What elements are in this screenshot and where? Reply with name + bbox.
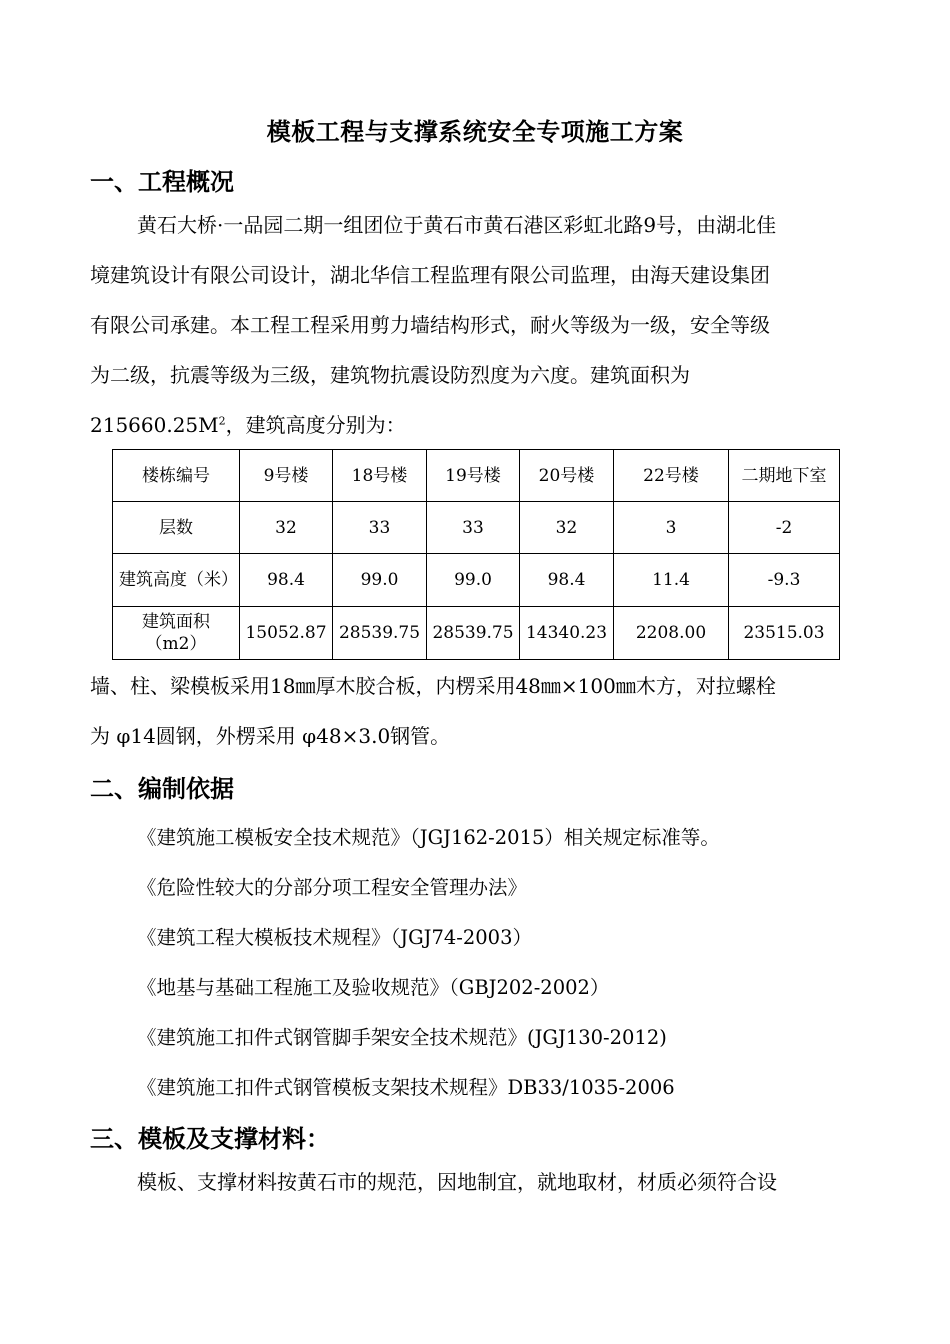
table-cell: 层数 bbox=[113, 502, 240, 554]
materials-section-line: 模板、支撑材料按黄石市的规范，因地制宜，就地取材，材质必须符合设 bbox=[137, 1170, 777, 1194]
materials-line-1: 墙、柱、梁模板采用18㎜厚木胶合板，内楞采用48㎜×100㎜木方，对拉螺栓 bbox=[90, 674, 776, 698]
section-heading-materials: 三、模板及支撑材料： bbox=[90, 1124, 330, 1153]
section-heading-basis: 二、编制依据 bbox=[90, 774, 234, 803]
table-cell: 98.4 bbox=[240, 554, 333, 607]
table-cell: -2 bbox=[729, 502, 840, 554]
reference-item: 《建筑施工模板安全技术规范》（JGJ162-2015）相关规定标准等。 bbox=[137, 826, 720, 849]
overview-line-1: 黄石大桥·一品园二期一组团位于黄石市黄石港区彩虹北路9号，由湖北佳 bbox=[137, 213, 777, 237]
table-cell: -9.3 bbox=[729, 554, 840, 607]
reference-item: 《建筑工程大模板技术规程》（JGJ74-2003） bbox=[137, 926, 532, 949]
table-cell: 32 bbox=[240, 502, 333, 554]
table-row bbox=[113, 502, 840, 554]
table-cell: 32 bbox=[520, 502, 614, 554]
table-cell: 99.0 bbox=[333, 554, 427, 607]
overview-line-5 bbox=[90, 400, 860, 450]
table-cell: 建筑高度（米） bbox=[113, 554, 240, 607]
section-heading-overview: 一、工程概况 bbox=[90, 167, 234, 196]
reference-item: 《危险性较大的分部分项工程安全管理办法》 bbox=[137, 876, 528, 899]
table-row bbox=[113, 607, 840, 660]
table-cell: 33 bbox=[333, 502, 427, 554]
table-cell: 二期地下室 bbox=[729, 450, 840, 502]
document-title: 模板工程与支撑系统安全专项施工方案 bbox=[266, 117, 684, 146]
table-cell: 楼栋编号 bbox=[113, 450, 240, 502]
overview-line-3: 有限公司承建。本工程工程采用剪力墙结构形式，耐火等级为一级，安全等级 bbox=[90, 313, 770, 337]
table-row bbox=[113, 554, 840, 607]
table-cell: 28539.75 bbox=[333, 607, 427, 660]
building-area-value: 215660.25M bbox=[90, 413, 219, 437]
building-height-intro: ，建筑高度分别为： bbox=[225, 413, 406, 437]
overview-line-2: 境建筑设计有限公司设计，湖北华信工程监理有限公司监理，由海天建设集团 bbox=[90, 263, 770, 287]
area-superscript: 2 bbox=[218, 414, 226, 428]
table-cell: 98.4 bbox=[520, 554, 614, 607]
table-cell: 11.4 bbox=[614, 554, 729, 607]
table-cell: 14340.23 bbox=[520, 607, 614, 660]
table-cell: 20号楼 bbox=[520, 450, 614, 502]
table-cell: 33 bbox=[427, 502, 520, 554]
table-cell: 22号楼 bbox=[614, 450, 729, 502]
table-cell: 15052.87 bbox=[240, 607, 333, 660]
table-cell: 99.0 bbox=[427, 554, 520, 607]
table-cell: 2208.00 bbox=[614, 607, 729, 660]
table-row bbox=[113, 450, 840, 502]
table-cell: 19号楼 bbox=[427, 450, 520, 502]
reference-item: 《建筑施工扣件式钢管脚手架安全技术规范》(JGJ130-2012) bbox=[137, 1026, 667, 1049]
table-cell: 建筑面积（m2） bbox=[113, 607, 240, 660]
table-cell: 23515.03 bbox=[729, 607, 840, 660]
building-data-table bbox=[112, 449, 840, 660]
table-cell: 9号楼 bbox=[240, 450, 333, 502]
overview-line-4: 为二级，抗震等级为三级，建筑物抗震设防烈度为六度。建筑面积为 bbox=[90, 363, 690, 387]
materials-line-2: 为 φ14圆钢，外楞采用 φ48×3.0钢管。 bbox=[90, 724, 451, 748]
reference-item: 《地基与基础工程施工及验收规范》（GBJ202-2002） bbox=[137, 976, 610, 999]
reference-item: 《建筑施工扣件式钢管模板支架技术规程》DB33/1035-2006 bbox=[137, 1076, 675, 1099]
table-cell: 18号楼 bbox=[333, 450, 427, 502]
table-cell: 28539.75 bbox=[427, 607, 520, 660]
table-cell: 3 bbox=[614, 502, 729, 554]
